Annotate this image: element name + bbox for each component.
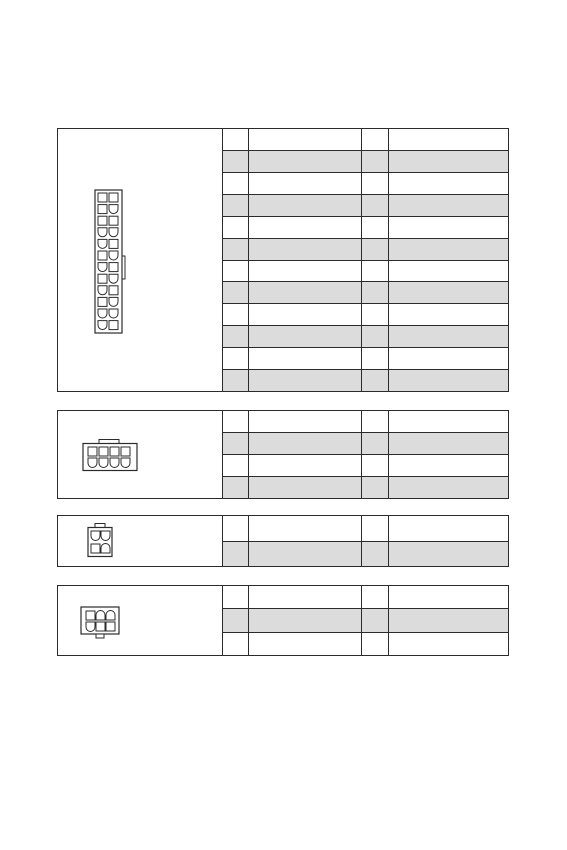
pin-row xyxy=(223,370,508,391)
pin-row xyxy=(223,348,508,370)
connector-pin xyxy=(98,297,107,306)
pin-number-cell xyxy=(362,326,389,347)
pin-number-cell xyxy=(223,516,249,541)
pin-signal-cell xyxy=(389,173,508,194)
pin-number-cell xyxy=(223,173,249,194)
connector-block-eps-8pin xyxy=(57,410,509,499)
connector-block-pcie-6pin xyxy=(57,585,509,656)
connector-diagram-cell xyxy=(58,516,223,566)
pin-number-cell xyxy=(223,609,249,631)
pin-number-cell xyxy=(362,455,389,476)
pin-row xyxy=(223,633,508,655)
connector-pin xyxy=(98,274,107,283)
pin-number-cell xyxy=(362,477,389,498)
pin-signal-cell xyxy=(249,433,362,454)
pin-number-cell xyxy=(362,370,389,391)
connector-diagram-cell xyxy=(58,129,223,391)
connector-block-atx-24pin xyxy=(57,128,509,392)
pin-row xyxy=(223,586,508,609)
connector-pin xyxy=(109,228,118,237)
connector-diagram-cell xyxy=(58,411,223,498)
connector-pin xyxy=(109,286,118,295)
pin-number-cell xyxy=(223,348,249,369)
pin-number-cell xyxy=(223,261,249,282)
pin-number-cell xyxy=(362,239,389,260)
pin-signal-cell xyxy=(249,282,362,303)
pin-signal-cell xyxy=(389,151,508,172)
pin-signal-cell xyxy=(389,455,508,476)
pin-number-cell xyxy=(223,326,249,347)
pin-signal-cell xyxy=(249,586,362,608)
pin-row xyxy=(223,516,508,542)
pin-signal-cell xyxy=(249,261,362,282)
pin-row xyxy=(223,411,508,433)
atx-24-pin-connector-icon xyxy=(94,189,134,334)
connector-pin xyxy=(109,263,118,272)
connector-pin xyxy=(98,216,107,225)
connector-pin xyxy=(109,205,118,214)
pin-signal-cell xyxy=(249,609,362,631)
pin-number-cell xyxy=(223,477,249,498)
pin-row xyxy=(223,542,508,567)
pin-signal-cell xyxy=(249,151,362,172)
pin-table xyxy=(223,516,508,566)
pin-signal-cell xyxy=(249,370,362,391)
pin-number-cell xyxy=(362,586,389,608)
connector-block-atx-4pin xyxy=(57,515,509,567)
pin-signal-cell xyxy=(389,542,508,567)
pin-number-cell xyxy=(362,282,389,303)
pin-number-cell xyxy=(362,304,389,325)
pin-signal-cell xyxy=(249,348,362,369)
pin-number-cell xyxy=(362,433,389,454)
pin-signal-cell xyxy=(389,477,508,498)
pin-number-cell xyxy=(223,542,249,567)
connector-pin xyxy=(109,251,118,260)
pin-number-cell xyxy=(223,586,249,608)
pin-row xyxy=(223,282,508,304)
pin-row xyxy=(223,129,508,151)
pin-row xyxy=(223,433,508,455)
pin-signal-cell xyxy=(249,411,362,432)
pin-signal-cell xyxy=(389,586,508,608)
pin-number-cell xyxy=(223,455,249,476)
pin-signal-cell xyxy=(249,304,362,325)
4-pin-connector-icon xyxy=(86,523,120,559)
connector-pin xyxy=(109,239,118,248)
pin-signal-cell xyxy=(389,261,508,282)
pin-signal-cell xyxy=(389,304,508,325)
pin-signal-cell xyxy=(389,217,508,238)
pin-number-cell xyxy=(223,411,249,432)
connector-pin xyxy=(109,216,118,225)
pin-number-cell xyxy=(362,129,389,150)
pin-signal-cell xyxy=(389,348,508,369)
6-pin-connector-icon xyxy=(80,606,124,642)
pin-signal-cell xyxy=(249,633,362,655)
pin-number-cell xyxy=(362,516,389,541)
pin-row xyxy=(223,217,508,239)
connector-pin xyxy=(98,309,107,318)
pin-number-cell xyxy=(223,239,249,260)
pin-signal-cell xyxy=(389,282,508,303)
pin-number-cell xyxy=(362,542,389,567)
pin-row xyxy=(223,195,508,217)
pin-table xyxy=(223,129,508,391)
connector-pin xyxy=(109,309,118,318)
pin-row xyxy=(223,455,508,477)
pin-signal-cell xyxy=(249,239,362,260)
pin-signal-cell xyxy=(389,633,508,655)
connector-pin xyxy=(109,274,118,283)
connector-pin xyxy=(98,251,107,260)
pin-number-cell xyxy=(223,282,249,303)
pin-row xyxy=(223,609,508,632)
connector-pin xyxy=(98,286,107,295)
pin-signal-cell xyxy=(389,129,508,150)
pin-number-cell xyxy=(362,411,389,432)
pin-table xyxy=(223,411,508,498)
pin-signal-cell xyxy=(389,370,508,391)
pin-row xyxy=(223,239,508,261)
pin-signal-cell xyxy=(389,609,508,631)
pin-number-cell xyxy=(362,151,389,172)
connector-diagram-cell xyxy=(58,586,223,655)
pin-row xyxy=(223,477,508,498)
pin-row xyxy=(223,261,508,283)
pin-number-cell xyxy=(223,129,249,150)
pin-number-cell xyxy=(362,633,389,655)
pin-signal-cell xyxy=(389,411,508,432)
pin-number-cell xyxy=(223,433,249,454)
pin-signal-cell xyxy=(249,173,362,194)
pin-signal-cell xyxy=(389,516,508,541)
pin-signal-cell xyxy=(249,542,362,567)
connector-pin xyxy=(109,321,118,330)
pin-row xyxy=(223,326,508,348)
connector-pin xyxy=(98,193,107,202)
pin-table xyxy=(223,586,508,655)
pin-signal-cell xyxy=(389,326,508,347)
pin-number-cell xyxy=(362,195,389,216)
pin-number-cell xyxy=(223,217,249,238)
pin-signal-cell xyxy=(249,217,362,238)
pin-number-cell xyxy=(223,195,249,216)
connector-pin xyxy=(98,228,107,237)
pin-row xyxy=(223,304,508,326)
pin-signal-cell xyxy=(249,195,362,216)
pin-signal-cell xyxy=(249,516,362,541)
pin-number-cell xyxy=(362,217,389,238)
pin-number-cell xyxy=(223,304,249,325)
connector-pin xyxy=(109,297,118,306)
pin-row xyxy=(223,173,508,195)
pin-number-cell xyxy=(362,261,389,282)
pin-signal-cell xyxy=(249,477,362,498)
connector-pin xyxy=(98,205,107,214)
pin-signal-cell xyxy=(249,326,362,347)
connector-pin xyxy=(98,321,107,330)
pin-signal-cell xyxy=(389,433,508,454)
connector-pin xyxy=(98,239,107,248)
pin-row xyxy=(223,151,508,173)
pin-signal-cell xyxy=(249,129,362,150)
connector-pin xyxy=(109,193,118,202)
pin-number-cell xyxy=(362,609,389,631)
connector-pin xyxy=(98,263,107,272)
8-pin-connector-icon xyxy=(82,439,142,473)
pin-signal-cell xyxy=(389,195,508,216)
pin-number-cell xyxy=(223,633,249,655)
pin-number-cell xyxy=(223,370,249,391)
pin-number-cell xyxy=(223,151,249,172)
pin-number-cell xyxy=(362,173,389,194)
pin-number-cell xyxy=(362,348,389,369)
pin-signal-cell xyxy=(249,455,362,476)
pin-signal-cell xyxy=(389,239,508,260)
